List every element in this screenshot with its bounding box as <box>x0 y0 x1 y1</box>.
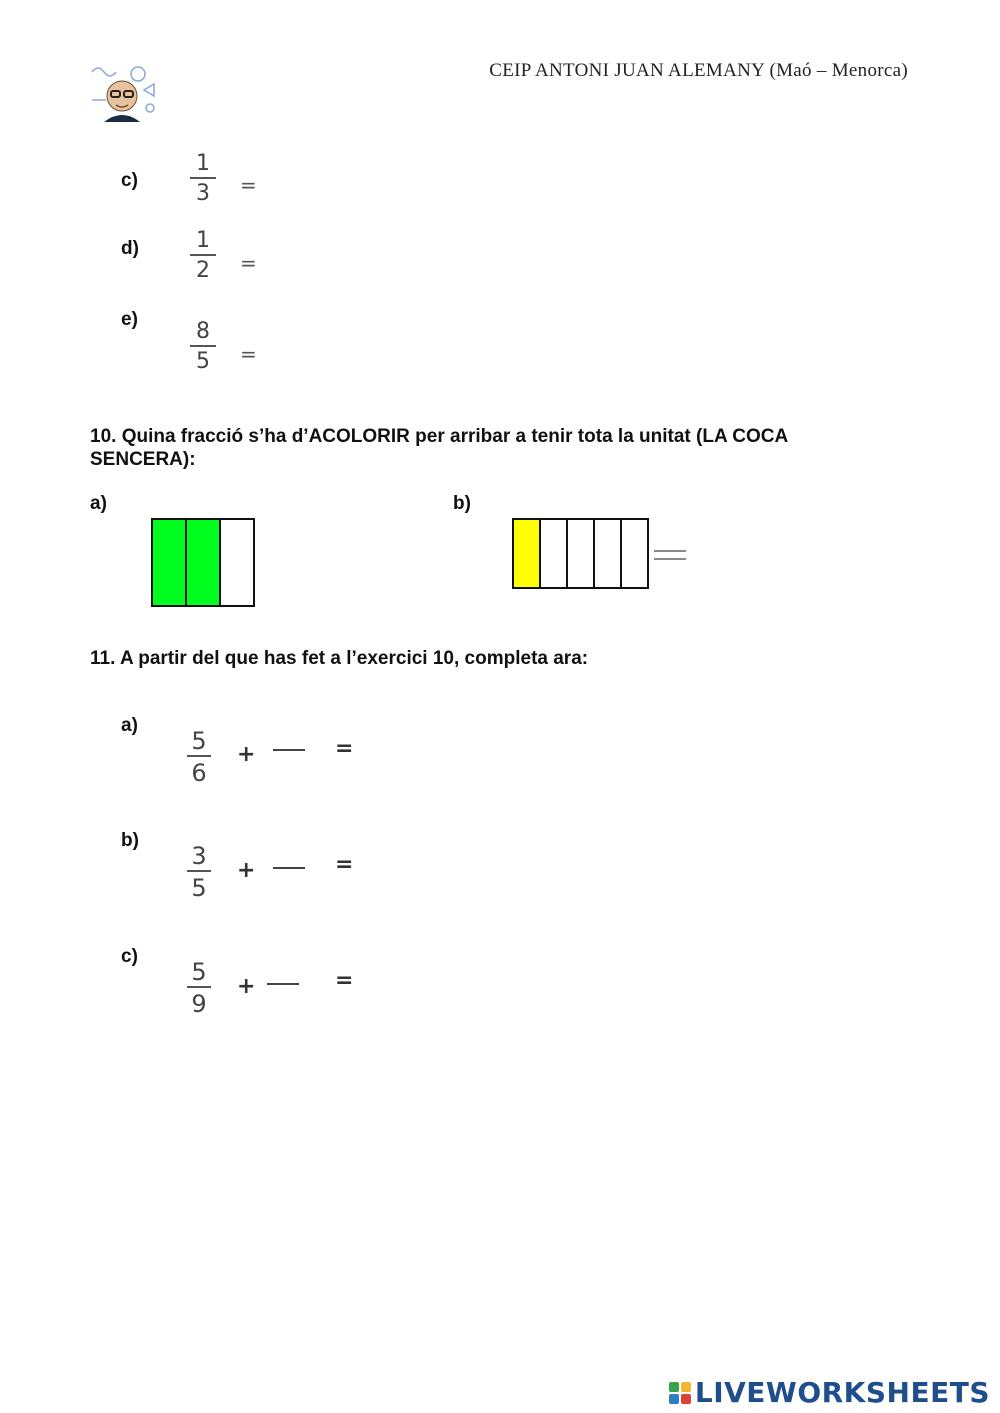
brand-text: LIVEWORKSHEETS <box>694 1376 990 1409</box>
strip-segment <box>187 520 221 605</box>
strip-segment <box>514 520 541 587</box>
numerator: 3 <box>187 844 211 872</box>
answer-blank[interactable] <box>654 550 686 560</box>
numerator: 1 <box>190 153 216 179</box>
strip-segment <box>568 520 595 587</box>
strip-segment <box>221 520 255 605</box>
equals-sign: = <box>335 852 354 877</box>
numerator: 1 <box>190 230 216 256</box>
denominator: 3 <box>196 181 210 206</box>
answer-blank[interactable] <box>273 867 305 869</box>
strip-segment <box>153 520 187 605</box>
strip-segment <box>595 520 622 587</box>
equals-sign: = <box>335 968 354 993</box>
exercise-11-title: 11. A partir del que has fet a l’exercici 10, completa ara: <box>90 648 589 669</box>
strip-segment <box>541 520 568 587</box>
fraction-bar-a <box>151 518 255 607</box>
item-label: e) <box>121 309 138 330</box>
fraction <box>187 844 211 900</box>
denominator: 5 <box>196 349 210 374</box>
item-label: c) <box>121 170 138 191</box>
plus-sign: + <box>237 858 256 883</box>
school-name: CEIP ANTONI JUAN ALEMANY (Maó – Menorca) <box>489 60 908 81</box>
item-label: c) <box>121 946 138 967</box>
fraction <box>190 321 216 373</box>
fraction <box>187 729 211 785</box>
fraction <box>187 960 211 1016</box>
exercise-10-title: 10. Quina fracció s’ha d’ACOLORIR per arribar a tenir tota la unitat (LA COCA SENCERA): <box>90 426 788 470</box>
denominator: 5 <box>191 874 207 902</box>
answer-blank[interactable] <box>273 749 305 751</box>
plus-sign: + <box>237 974 256 999</box>
numerator: 5 <box>187 960 211 988</box>
item-label: b) <box>453 493 471 514</box>
answer-blank[interactable] <box>267 983 299 985</box>
plus-sign: + <box>237 742 256 767</box>
strip-segment <box>622 520 649 587</box>
denominator: 9 <box>191 990 207 1018</box>
item-label: b) <box>121 830 139 851</box>
liveworksheets-logo <box>669 1376 990 1409</box>
numerator: 8 <box>190 321 216 347</box>
liveworksheets-icon <box>669 1382 691 1404</box>
equals-sign: = <box>240 173 257 197</box>
equals-sign: = <box>335 736 354 761</box>
fraction-bar-b <box>512 518 649 589</box>
item-label: a) <box>121 715 138 736</box>
numerator: 5 <box>187 729 211 757</box>
item-label: d) <box>121 238 139 259</box>
fraction <box>190 230 216 282</box>
denominator: 6 <box>191 759 207 787</box>
item-label: a) <box>90 493 107 514</box>
fraction <box>190 153 216 205</box>
equals-sign: = <box>240 342 257 366</box>
school-logo <box>88 60 160 122</box>
equals-sign: = <box>240 251 257 275</box>
denominator: 2 <box>196 258 210 283</box>
